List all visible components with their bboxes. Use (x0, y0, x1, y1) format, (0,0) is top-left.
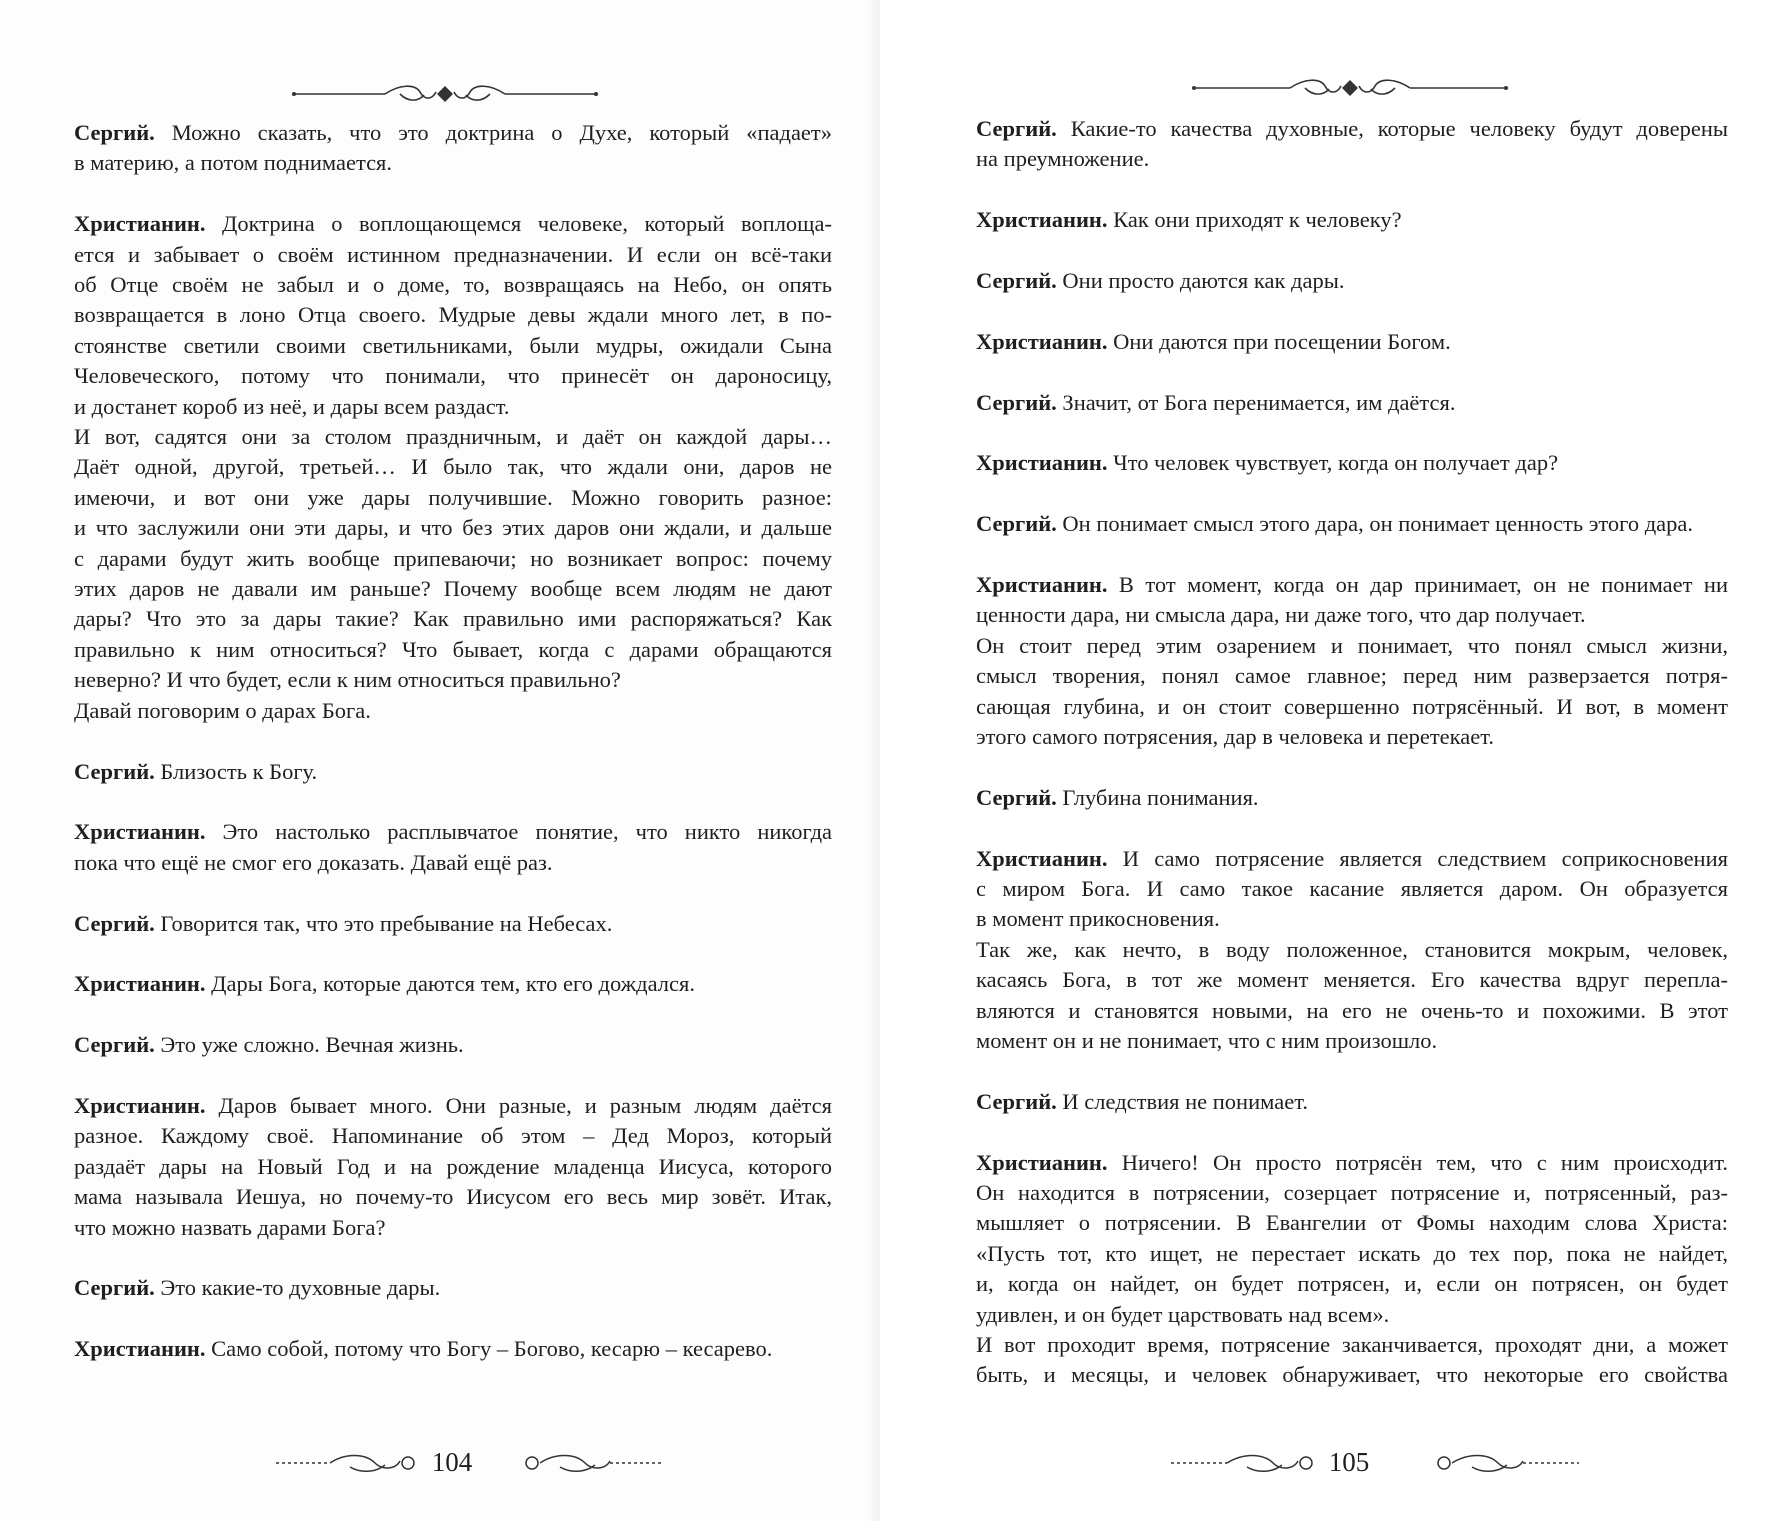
dialogue-paragraph: Сергий. Значит, от Бога перенимается, им даётся. (976, 389, 1456, 415)
speaker-name: Христианин. (976, 1149, 1108, 1175)
dialogue-paragraph: Христианин. Само собой, потому что Богу – Богово, кесарю – кесарево. (74, 1336, 773, 1362)
page-number: 104 (431, 1447, 473, 1477)
speaker-name: Сергий. (976, 389, 1057, 415)
speaker-name: Сергий. (74, 910, 155, 936)
speaker-name: Сергий. (976, 1088, 1057, 1114)
dialogue-paragraph: Христианин. Это настолько расплывчатое понятие, что никто никогда пока что ещё не смог его доказать. Давай ещё раз. (74, 819, 832, 875)
dialogue-paragraph: Христианин. Ничего! Он просто потрясён тем, что с ним происходит. Он находится в потрясении, созерцает потрясение и, потрясенный, раз- мышляет о потрясении. В Евангелии от Фомы находим слова Христа: «Пусть тот, кто ищет, не перестает искать до тех пор, пока не найдет, и, когда он найдет, он будет потрясен, и, если он потрясен, он будет удивлен, и он будет царствовать над всем». И вот проходит время, потрясение заканчивается, проходят дни, а может быть, и месяцы, и человек обнаруживает, что некоторые его свойства (976, 1149, 1728, 1388)
speaker-name: Христианин. (976, 571, 1108, 597)
dialogue-paragraph: Сергий. Говорится так, что это пребывание на Небесах. (74, 910, 613, 936)
speaker-name: Христианин. (74, 971, 206, 997)
top-ornament-icon (1190, 74, 1510, 100)
speaker-name: Христианин. (74, 211, 206, 237)
speaker-name: Христианин. (74, 819, 206, 845)
dialogue-paragraph: Христианин. И само потрясение является следствием соприкосновения с миром Бога. И само такое касание является даром. Он образуется в момент прикосновения. Так же, как нечто, в воду положенное, становится мокрым, человек, касаясь Бога, в тот же момент меняется. Его качества вдруг перепла- вляются и становятся новыми, на его не очень-то и похожими. В этот момент он и не понимает, что с ним произошло. (976, 845, 1728, 1054)
speaker-name: Христианин. (74, 1092, 206, 1118)
speaker-name: Христианин. (976, 450, 1108, 476)
speaker-name: Христианин. (976, 845, 1108, 871)
dialogue-paragraph: Сергий. Можно сказать, что это доктрина о Духе, который «падает» в материю, а потом поднимается. (74, 120, 832, 176)
speaker-name: Сергий. (74, 758, 155, 784)
speaker-name: Сергий. (74, 1032, 155, 1058)
speaker-name: Сергий. (976, 116, 1057, 141)
speaker-name: Христианин. (74, 1336, 206, 1362)
speaker-name: Сергий. (976, 268, 1057, 293)
dialogue-paragraph: Сергий. Это уже сложно. Вечная жизнь. (74, 1032, 464, 1058)
dialogue-paragraph: Христианин. Доктрина о воплощающемся человеке, который воплоща- ется и забывает о своём истинном предназначении. И если он всё-таки об Отце своём не забыл и о доме, то, возвращаясь на Небо, он опять возвращается в лоно Отца своего. Мудрые девы ждали много лет, в по- стоянстве светили своими светильниками, были мудры, ожидали Сына Человеческого, потому что понимали, что принесёт он дароносицу, и достанет короб из неё, и дары всем раздаст. И вот, садятся они за столом праздничным, и даёт он каждой дары… Даёт одной, другой, третьей… И было так, что ждали они, даров не имеючи, и вот они уже дары получившие. Можно говорить разное: и что заслужили они эти дары, и что без этих даров они ждали, и дальше с дарами будут жить вообще припеваючи; но возникает вопрос: почему этих даров не давали им раньше? Почему вообще всем людям не дают дары? Что это за дары такие? Как правильно ими распоряжаться? Как правильно к ним относиться? Что бывает, когда с дарами обращаются неверно? И что будет, если к ним относиться правильно? Давай поговорим о дарах Бога. (74, 211, 832, 723)
dialogue-paragraph: Сергий. Близость к Богу. (74, 758, 318, 784)
dialogue-paragraph: Сергий. Он понимает смысл этого дара, он понимает ценность этого дара. (976, 511, 1694, 537)
speaker-name: Сергий. (976, 511, 1057, 537)
dialogue-paragraph: Христианин. Они даются при посещении Богом. (976, 328, 1451, 354)
speaker-name: Христианин. (976, 207, 1108, 233)
dialogue-paragraph: Христианин. Даров бывает много. Они разные, и разным людям даётся разное. Каждому своё. Напоминание об этом – Дед Мороз, который раздаёт дары на Новый Год и на рождение младенца Иисуса, которого мама называла Иешуа, но почему-то Иисусом его весь мир зовёт. Итак, что можно назвать дарами Бога? (74, 1092, 832, 1240)
speaker-name: Сергий. (976, 784, 1057, 810)
speaker-name: Христианин. (976, 328, 1108, 354)
top-ornament-icon (290, 80, 600, 106)
speaker-name: Сергий. (74, 120, 155, 145)
dialogue-paragraph: Христианин. Как они приходят к человеку? (976, 207, 1402, 233)
dialogue-paragraph: Сергий. Глубина понимания. (976, 784, 1259, 810)
right-page-text (976, 114, 1728, 1421)
page-number: 105 (1328, 1447, 1370, 1477)
dialogue-paragraph: Сергий. Какие-то качества духовные, которые человеку будут доверены на преумножение. (976, 116, 1728, 172)
speaker-name: Сергий. (74, 1275, 155, 1301)
dialogue-paragraph: Христианин. Что человек чувствует, когда он получает дар? (976, 450, 1559, 476)
dialogue-paragraph: Сергий. И следствия не понимает. (976, 1088, 1308, 1114)
left-page-text (74, 118, 832, 1395)
dialogue-paragraph: Христианин. Дары Бога, которые даются тем, кто его дождался. (74, 971, 695, 997)
dialogue-paragraph: Сергий. Это какие-то духовные дары. (74, 1275, 441, 1301)
left-page (0, 0, 880, 1521)
dialogue-paragraph: Сергий. Они просто даются как дары. (976, 268, 1345, 293)
dialogue-paragraph: Христианин. В тот момент, когда он дар принимает, он не понимает ни ценности дара, ни смысла дара, ни даже того, что дар получает. Он стоит перед этим озарением и понимает, что понял смысл жизни, смысл творения, понял самое главное; перед ним разверзается потря- сающая глубина, и он стоит совершенно потрясённый. И вот, в момент этого самого потрясения, дар в человека и перетекает. (976, 571, 1728, 750)
